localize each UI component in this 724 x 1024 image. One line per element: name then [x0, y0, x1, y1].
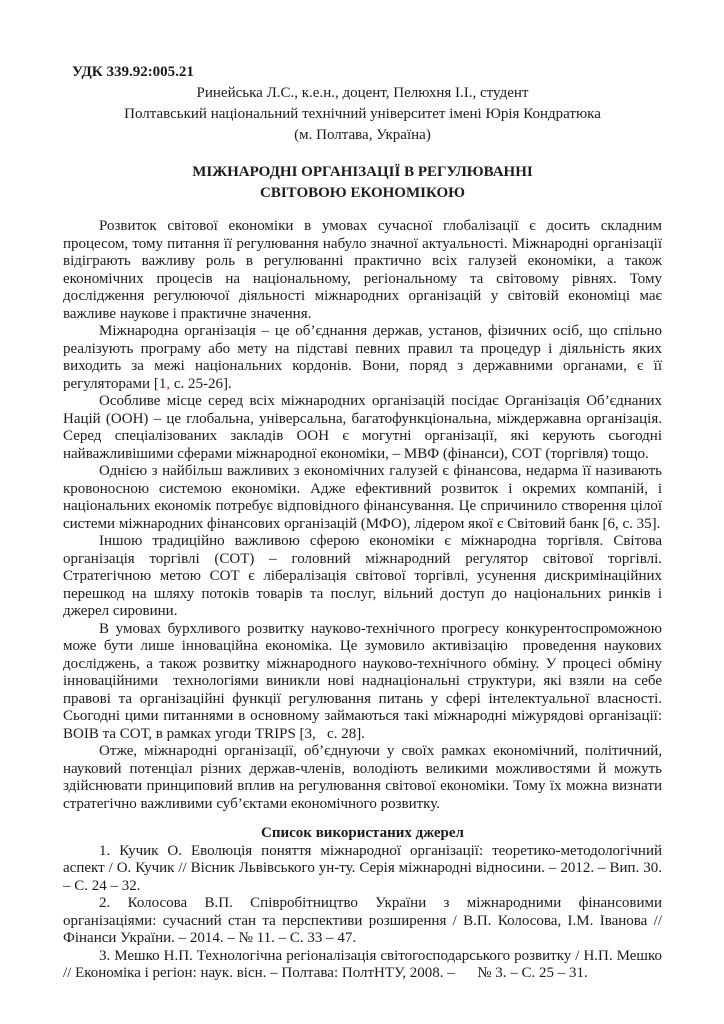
highlighted-text: , — [166, 375, 171, 392]
paragraph-text: Особливе місце серед всіх міжнародних організацій посідає Організація Об’єднаних Націй (ООН) – це глобальна, універсальна, багатофункціональна, міждержавна організація. Серед спеціалізованих закладів ООН є могутні організації, які керують сьогодні найважливішими сферами міжнародної економіки, – МВФ (фінанси), СОТ (торгівля) тощо. — [63, 393, 662, 462]
article-title — [63, 162, 662, 204]
references-list — [63, 843, 662, 983]
body-paragraph — [63, 743, 662, 813]
body-paragraph — [63, 323, 662, 393]
affiliation-line: Полтавський національний технічний університет імені Юрія Кондратюка — [124, 106, 601, 122]
article-title-line-1: МІЖНАРОДНІ ОРГАНІЗАЦІЇ В РЕГУЛЮВАННІ — [192, 164, 533, 180]
paragraph-text: с. 25-26]. — [170, 375, 232, 392]
paragraph-text: Міжнародна організація – це об’єднання держав, установ, фізичних осіб, що спільно реалізують програму або мету на підставі певних правил та процедур і діяльність яких виходить за межі національних кордонів. Вони, поряд з державними органами, є її регуляторами [1 — [63, 323, 662, 392]
body-paragraph — [63, 218, 662, 323]
paragraph-text: Іншою традиційно важливою сферою економіки є міжнародна торгівля. Світова організація торгівлі (СОТ) – головний міжнародний регулятор світової торгівлі. Стратегічною метою СОТ є лібералізація світової торгівлі, усунення дискримінаційних перешкод на шляху потоків товарів та послуг, вільний доступ до національних ринків і джерел сировини. — [63, 533, 662, 619]
article-body — [63, 218, 662, 813]
paragraph-text: В умовах бурхливого розвитку науково-технічного прогресу конкурентоспроможною може бути лише інноваційна економіка. Це зумовило активізацію проведення наукових досліджень, а також розвитку міжнародного науково-технічного обміну. У процесі обміну інноваційними технологіями виникли нові наднаціональні структури, які взяли на себе правові та організаційні функції регулювання питань у сфері інтелектуальної власності. Сьогодні цими питаннями в основному займаються такі міжнародні міжурядові організації: ВОІВ та СОТ, в рамках угоди TRIPS [3, с. 28]. — [63, 620, 662, 742]
references-heading: Список використаних джерел — [261, 825, 464, 841]
paragraph-text: Однією з найбільш важливих з економічних галузей є фінансова, недарма її називають кровоносною системою економіки. Адже ефективний розвиток і окремих компаній, і національних економік потребує відповідного фінансування. Це спричинило створення цілої системи міжнародних фінансових організацій (МФО), лідером якої є Світовий банк [6, с. 35]. — [63, 463, 662, 532]
body-paragraph — [63, 463, 662, 533]
author-line: Ринейська Л.С., к.е.н., доцент, Пелюхня І.І., студент — [196, 85, 529, 101]
paragraph-text: Отже, міжнародні організації, об’єднуючи у своїх рамках економічний, політичний, науковий потенціал різних держав-членів, володіють великими можливостями й можуть здійснювати принциповий вплив на регулювання світової економіки. Тому їх можна визнати стратегічно важливими суб’єктами економічного розвитку. — [63, 743, 662, 812]
location-line: (м. Полтава, Україна) — [294, 127, 431, 143]
body-paragraph — [63, 393, 662, 463]
paragraph-text: Розвиток світової економіки в умовах сучасної глобалізації є досить складним процесом, тому питання її регулювання набуло значної актуальності. Міжнародні організації відіграють важливу роль в регулюванні практично всіх галузей економіки, а також економічних процесів на національному, регіональному та світовому рівнях. Тому дослідження регулюючої діяльності міжнародних організацій у світовій економіці має важливе наукове і практичне значення. — [63, 218, 662, 322]
reference-item: 3. Мешко Н.П. Технологічна регіоналізація світогосподарського розвитку / Н.П. Мешко // Економіка і регіон: наук. вісн. – Полтава: ПолтНТУ, 2008. – № 3. – С. 25 – 31. — [63, 947, 662, 981]
udc-code: УДК 339.92:005.21 — [72, 64, 194, 80]
reference-item: 1. Кучик О. Еволюція поняття міжнародної організації: теоретико-методологічний аспект / О. Кучик // Вісник Львівського ун-ту. Серія міжнародні відносини. – 2012. – Вип. 30. – С. 24 – 32. — [63, 842, 662, 894]
article-title-line-2: СВІТОВОЮ ЕКОНОМІКОЮ — [259, 185, 466, 201]
body-paragraph — [63, 621, 662, 744]
reference-item: 2. Колосова В.П. Співробітництво України з міжнародними фінансовими організаціями: сучасний стан та перспективи розширення / В.П. Колосова, І.М. Іванова // Фінанси України. – 2014. – № 11. – С. 33 – 47. — [63, 895, 662, 946]
body-paragraph — [63, 533, 662, 621]
